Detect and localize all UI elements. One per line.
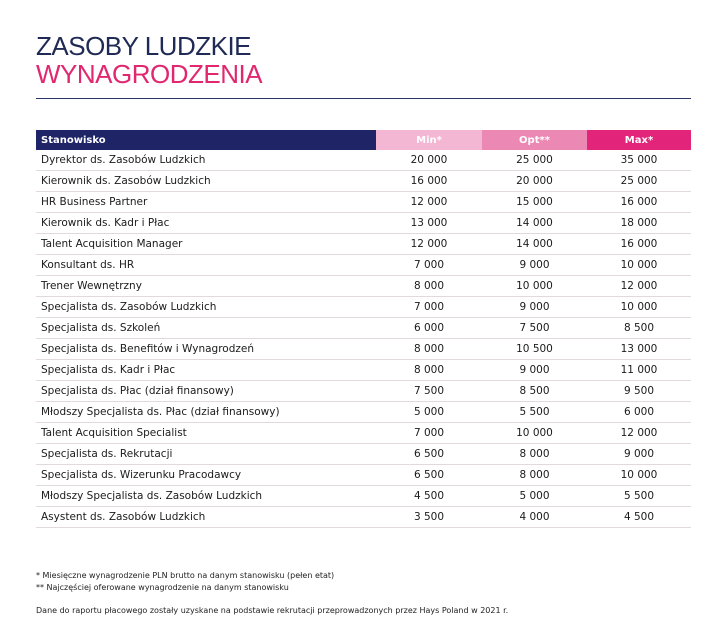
cell-position: Konsultant ds. HR [36, 255, 376, 276]
cell-opt: 10 000 [482, 276, 587, 297]
cell-opt: 5 000 [482, 486, 587, 507]
cell-min: 7 000 [376, 297, 482, 318]
cell-max: 16 000 [587, 234, 691, 255]
cell-min: 8 000 [376, 339, 482, 360]
cell-max: 35 000 [587, 150, 691, 171]
cell-position: Asystent ds. Zasobów Ludzkich [36, 507, 376, 528]
cell-min: 12 000 [376, 234, 482, 255]
cell-opt: 9 000 [482, 255, 587, 276]
cell-max: 10 000 [587, 297, 691, 318]
cell-position: Młodszy Specjalista ds. Płac (dział finansowy) [36, 402, 376, 423]
cell-position: Młodszy Specjalista ds. Zasobów Ludzkich [36, 486, 376, 507]
cell-min: 7 000 [376, 255, 482, 276]
cell-opt: 8 000 [482, 444, 587, 465]
salary-table [36, 130, 691, 528]
cell-position: Specjalista ds. Benefitów i Wynagrodzeń [36, 339, 376, 360]
cell-max: 6 000 [587, 402, 691, 423]
footnote-most-offered: ** Najczęściej oferowane wynagrodzenie na danym stanowisku [36, 583, 289, 592]
table-row [36, 318, 691, 339]
table-row [36, 444, 691, 465]
section-title: ZASOBY LUDZKIE [36, 31, 252, 61]
cell-min: 4 500 [376, 486, 482, 507]
cell-min: 8 000 [376, 360, 482, 381]
table-row [36, 381, 691, 402]
table-row [36, 486, 691, 507]
cell-min: 7 500 [376, 381, 482, 402]
cell-max: 10 000 [587, 255, 691, 276]
header-divider [36, 98, 691, 99]
cell-position: Talent Acquisition Manager [36, 234, 376, 255]
cell-position: Talent Acquisition Specialist [36, 423, 376, 444]
cell-min: 16 000 [376, 171, 482, 192]
cell-min: 3 500 [376, 507, 482, 528]
cell-position: Specjalista ds. Kadr i Płac [36, 360, 376, 381]
cell-opt: 5 500 [482, 402, 587, 423]
cell-max: 16 000 [587, 192, 691, 213]
cell-position: Specjalista ds. Płac (dział finansowy) [36, 381, 376, 402]
cell-opt: 10 000 [482, 423, 587, 444]
cell-min: 7 000 [376, 423, 482, 444]
cell-min: 12 000 [376, 192, 482, 213]
cell-opt: 4 000 [482, 507, 587, 528]
cell-max: 9 500 [587, 381, 691, 402]
cell-position: Specjalista ds. Szkoleń [36, 318, 376, 339]
cell-min: 6 500 [376, 444, 482, 465]
cell-min: 20 000 [376, 150, 482, 171]
cell-position: Kierownik ds. Kadr i Płac [36, 213, 376, 234]
cell-position: Specjalista ds. Wizerunku Pracodawcy [36, 465, 376, 486]
table-row [36, 213, 691, 234]
table-row [36, 297, 691, 318]
cell-max: 13 000 [587, 339, 691, 360]
table-row [36, 423, 691, 444]
cell-position: HR Business Partner [36, 192, 376, 213]
table-row [36, 276, 691, 297]
footnote-monthly-salary: * Miesięczne wynagrodzenie PLN brutto na danym stanowisku (pełen etat) [36, 571, 335, 580]
cell-opt: 7 500 [482, 318, 587, 339]
cell-min: 5 000 [376, 402, 482, 423]
table-row [36, 465, 691, 486]
cell-opt: 14 000 [482, 234, 587, 255]
cell-min: 6 500 [376, 465, 482, 486]
table-row [36, 360, 691, 381]
cell-position: Trener Wewnętrzny [36, 276, 376, 297]
cell-position: Specjalista ds. Zasobów Ludzkich [36, 297, 376, 318]
table-row [36, 171, 691, 192]
table-body [36, 150, 691, 528]
table-row [36, 150, 691, 171]
cell-opt: 20 000 [482, 171, 587, 192]
table-row [36, 507, 691, 528]
table-row [36, 192, 691, 213]
cell-opt: 15 000 [482, 192, 587, 213]
cell-max: 12 000 [587, 276, 691, 297]
cell-min: 13 000 [376, 213, 482, 234]
column-header-max: Max* [587, 130, 691, 150]
cell-opt: 9 000 [482, 360, 587, 381]
column-header-position: Stanowisko [36, 130, 376, 150]
section-subtitle: WYNAGRODZENIA [36, 59, 263, 89]
cell-max: 8 500 [587, 318, 691, 339]
table-row [36, 255, 691, 276]
cell-position: Kierownik ds. Zasobów Ludzkich [36, 171, 376, 192]
cell-max: 12 000 [587, 423, 691, 444]
column-header-opt: Opt** [482, 130, 587, 150]
cell-min: 6 000 [376, 318, 482, 339]
column-header-min: Min* [376, 130, 482, 150]
table-header-row [36, 130, 691, 150]
cell-max: 18 000 [587, 213, 691, 234]
cell-opt: 10 500 [482, 339, 587, 360]
cell-max: 9 000 [587, 444, 691, 465]
table-row [36, 339, 691, 360]
cell-max: 10 000 [587, 465, 691, 486]
cell-opt: 8 500 [482, 381, 587, 402]
table-row [36, 234, 691, 255]
cell-max: 4 500 [587, 507, 691, 528]
cell-max: 25 000 [587, 171, 691, 192]
footnotes [36, 570, 334, 594]
source-note: Dane do raportu płacowego zostały uzyskane na podstawie rekrutacji przeprowadzonych przez Hays Poland w 2021 r. [36, 606, 509, 615]
cell-opt: 8 000 [482, 465, 587, 486]
cell-opt: 14 000 [482, 213, 587, 234]
cell-opt: 9 000 [482, 297, 587, 318]
cell-position: Specjalista ds. Rekrutacji [36, 444, 376, 465]
cell-max: 11 000 [587, 360, 691, 381]
cell-opt: 25 000 [482, 150, 587, 171]
cell-position: Dyrektor ds. Zasobów Ludzkich [36, 150, 376, 171]
table-row [36, 402, 691, 423]
cell-min: 8 000 [376, 276, 482, 297]
cell-max: 5 500 [587, 486, 691, 507]
